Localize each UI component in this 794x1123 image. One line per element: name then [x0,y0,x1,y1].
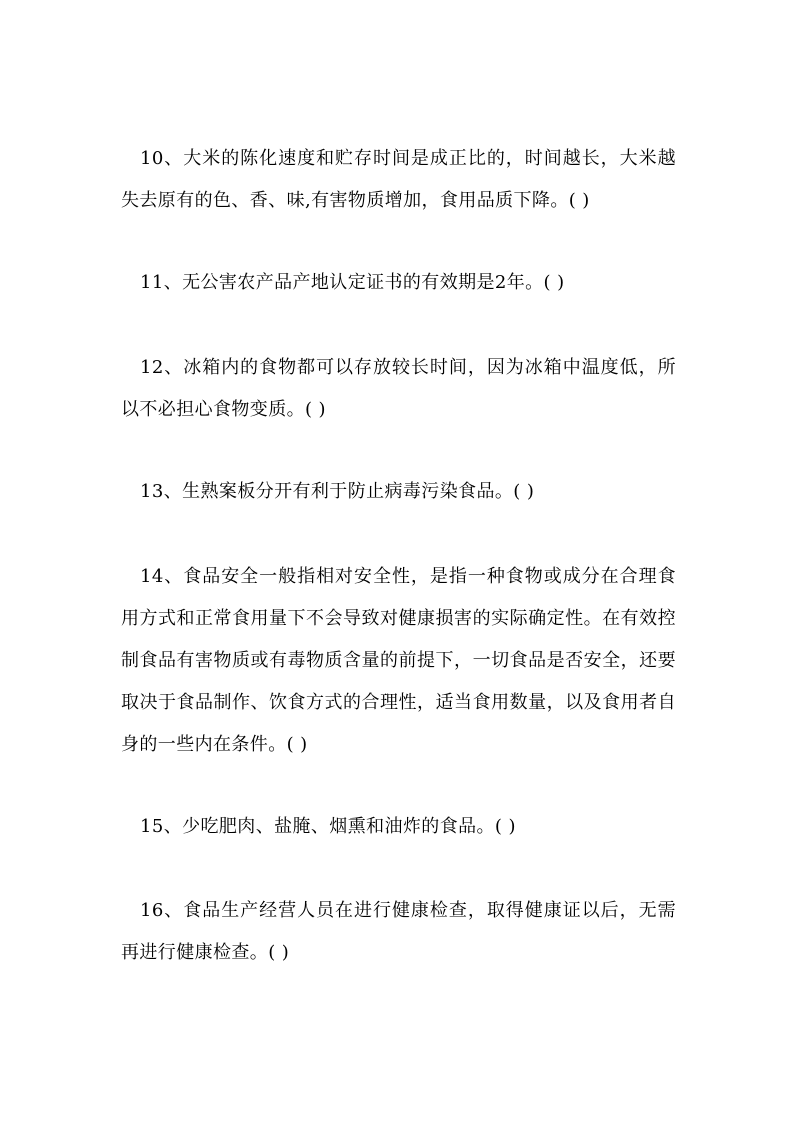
question-16: 16、食品生产经营人员在进行健康检查，取得健康证以后，无需再进行健康检查。( ) [121,900,676,963]
question-15: 15、少吃肥肉、盐腌、烟熏和油炸的食品。( ) [140,816,516,837]
question-11: 11、无公害农产品产地认定证书的有效期是2年。( ) [140,272,565,293]
question-10: 10、大米的陈化速度和贮存时间是成正比的，时间越长，大米越失去原有的色、香、味,有害物质增加，食用品质下降。( ) [121,148,676,211]
question-13: 13、生熟案板分开有利于防止病毒污染食品。( ) [140,481,535,502]
question-14: 14、食品安全一般指相对安全性，是指一种食物或成分在合理食用方式和正常食用量下不会导致对健康损害的实际确定性。在有效控制食品有害物质或有毒物质含量的前提下，一切食品是否安全，还要取决于食品制作、饮食方式的合理性，适当食用数量，以及食用者自身的一些内在条件。( ) [121,566,676,755]
question-12: 12、冰箱内的食物都可以存放较长时间，因为冰箱中温度低，所以不必担心食物变质。( ) [121,357,676,420]
